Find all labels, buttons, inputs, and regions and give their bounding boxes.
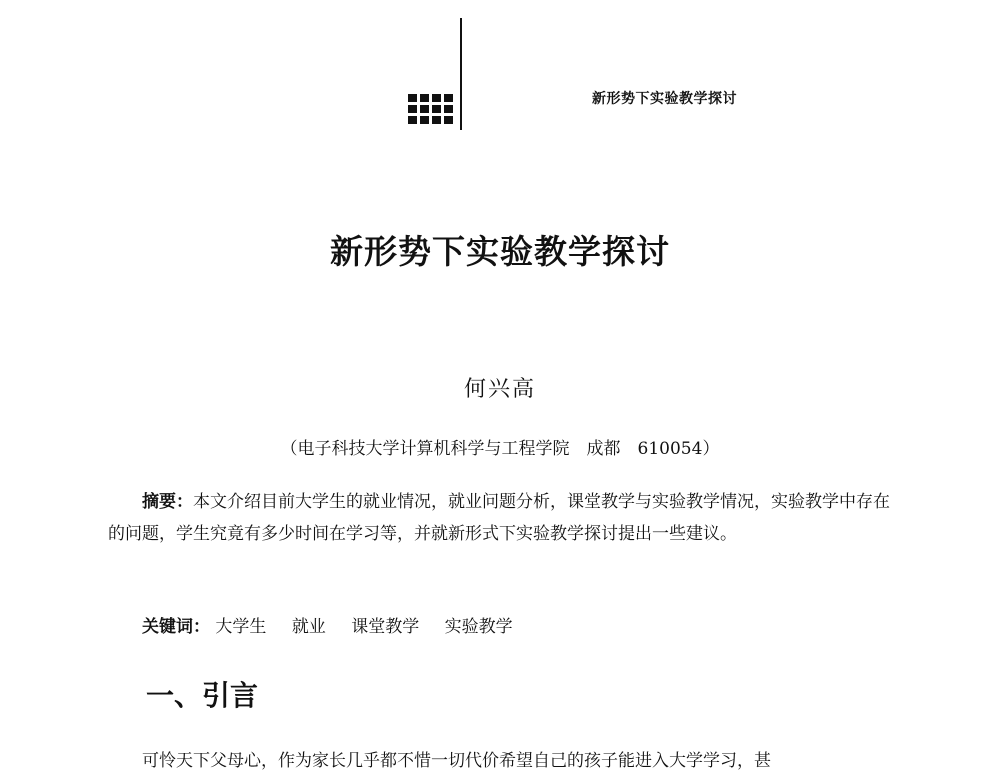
keyword-item: 实验教学 [444, 617, 513, 637]
author-affiliation: （电子科技大学计算机科学与工程学院 成都 610054） [280, 439, 720, 459]
section-heading-introduction: 一、引言 [146, 679, 259, 712]
keyword-item: 大学生 [215, 617, 267, 637]
journal-logo-icon [408, 94, 453, 124]
abstract-text: 本文介绍目前大学生的就业情况，就业问题分析，课堂教学与实验教学情况，实验教学中存在的问题，学生究竟有多少时间在学习等，并就新形式下实验教学探讨提出一些建议。 [108, 492, 890, 544]
keyword-item: 就业 [291, 617, 326, 637]
keywords-label: 关键词： [142, 617, 210, 637]
keywords [142, 612, 533, 637]
paper-title: 新形势下实验教学探讨 [330, 232, 670, 271]
running-title: 新形势下实验教学探讨 [592, 91, 737, 107]
abstract [108, 486, 898, 550]
abstract-label: 摘要： [142, 492, 193, 512]
author-name: 何兴高 [463, 377, 536, 402]
header-divider [460, 18, 462, 130]
keyword-item: 课堂教学 [351, 617, 420, 637]
body-paragraph: 可怜天下父母心，作为家长几乎都不惜一切代价希望自己的孩子能进入大学学习，甚 [142, 751, 771, 771]
